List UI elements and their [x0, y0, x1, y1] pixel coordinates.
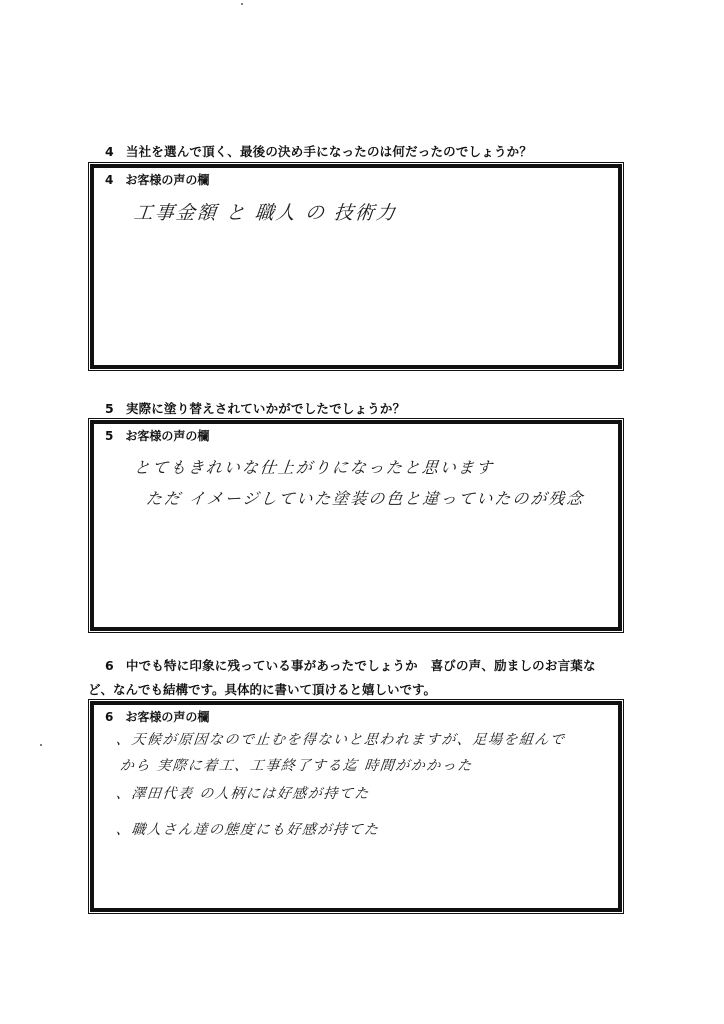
question-6: [105, 656, 596, 674]
handwritten-answer-line: 、澤田代表 の人柄には好感が持てた: [115, 786, 371, 802]
question-text: 当社を選んで頂く、最後の決め手になったのは何だったのでしょうか？: [125, 144, 533, 159]
question-4: [105, 142, 532, 160]
box-label: [105, 427, 209, 444]
box-label: [105, 171, 209, 188]
handwritten-answer-line: 工事金額 と 職人 の 技術力: [132, 202, 399, 224]
handwritten-answer-line: から 実際に着工、工事終了する迄 時間がかかった: [119, 758, 474, 774]
box-label-text: お客様の声の欄: [125, 429, 210, 443]
answer-box-6: [90, 701, 622, 912]
handwritten-answer-line: 、職人さん達の態度にも好感が持てた: [115, 822, 381, 838]
handwritten-answer-line: ただ イメージしていた塗装の色と違っていたのが残念: [144, 489, 586, 508]
box-label-text: お客様の声の欄: [125, 710, 210, 724]
handwritten-answer-line: 、天候が原因なので止むを得ないと思われますが、足場を組んで: [115, 732, 567, 748]
box-label-text: お客様の声の欄: [125, 173, 210, 187]
answer-box-5: [90, 420, 622, 631]
question-number: 4: [105, 144, 114, 159]
scan-speck: [241, 3, 243, 5]
question-number: 6: [105, 658, 114, 673]
question-5: [105, 399, 405, 417]
question-number: 5: [105, 401, 114, 416]
box-number: 6: [105, 710, 114, 724]
question-text-line-2: ど、なんでも結構です。具体的に書いて頂けると嬉しいです。: [88, 682, 437, 697]
question-text-line-1: 中でも特に印象に残っている事があったでしょうか 喜びの声、励ましのお言葉な: [125, 658, 596, 673]
question-text: 実際に塗り替えされていかがでしたでしょうか？: [125, 401, 406, 416]
box-number: 5: [105, 429, 114, 443]
handwritten-answer-line: とてもきれいな仕上がりになったと思います: [132, 458, 495, 477]
answer-box-4: [90, 164, 622, 369]
box-number: 4: [105, 173, 114, 187]
scan-speck: [40, 744, 42, 746]
box-label: [105, 708, 209, 725]
